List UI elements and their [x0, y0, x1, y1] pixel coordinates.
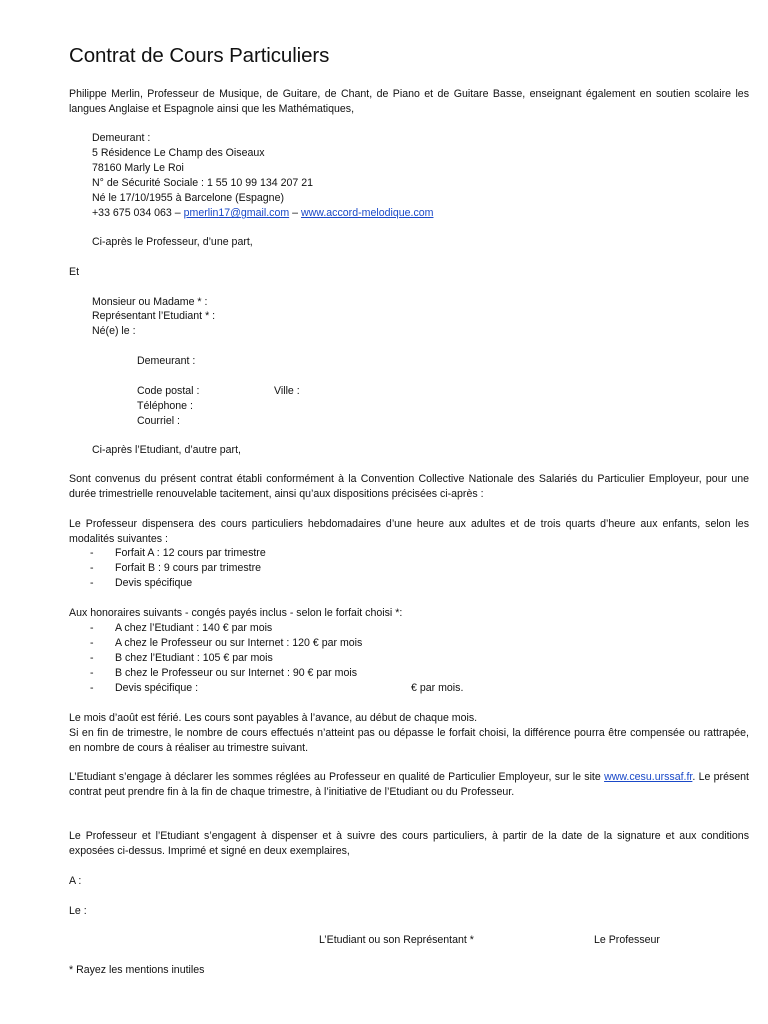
bullet-dash: - — [90, 667, 94, 679]
bullet-dash: - — [90, 562, 94, 574]
package-text: Forfait A : 12 cours par trimestre — [115, 547, 266, 559]
contact-separator: – — [292, 207, 299, 219]
bullet-dash: - — [90, 652, 94, 664]
bullet-dash: - — [90, 682, 94, 694]
student-address-label: Demeurant : — [137, 355, 196, 367]
fee-specific-suffix: € par mois. — [411, 682, 464, 694]
professor-address-line1: 5 Résidence Le Champ des Oiseaux — [92, 147, 265, 159]
signature-student-label: L’Etudiant ou son Représentant * — [319, 934, 474, 946]
professor-birth: Né le 17/10/1955 à Barcelone (Espagne) — [92, 192, 284, 204]
professor-contact-line — [92, 206, 433, 221]
signature-professor-label: Le Professeur — [594, 934, 660, 946]
bullet-dash: - — [90, 547, 94, 559]
commitment-paragraph: Le Professeur et l’Etudiant s’engagent à dispenser et à suivre des cours particuliers, à partir de la date de la signature et aux conditions exposées ci-dessus. Imprimé et signé en deux exemplaires, — [69, 830, 749, 857]
fees-intro: Aux honoraires suivants - congés payés inclus - selon le forfait choisi *: — [69, 607, 403, 619]
declare-text-part2: . Le présent contrat peut prendre fin à la fin de chaque trimestre, à l’initiative de l’Etudiant ou du Professeur. — [69, 771, 749, 798]
professor-social-security: N° de Sécurité Sociale : 1 55 10 99 134 207 21 — [92, 177, 313, 189]
professor-email-link[interactable]: pmerlin17@gmail.com — [183, 207, 290, 219]
professor-phone: +33 675 034 063 – — [92, 207, 181, 219]
fee-text: A chez l’Etudiant : 140 € par mois — [115, 622, 273, 634]
bullet-dash: - — [90, 577, 94, 589]
fee-text: B chez l’Etudiant : 105 € par mois — [115, 652, 273, 664]
student-party-label: Ci-après l’Etudiant, d’autre part, — [92, 444, 241, 456]
declare-text-part1: L’Etudiant s’engage à déclarer les sommes réglées au Professeur en qualité de Particulier Employeur, sur le site — [69, 771, 601, 783]
lessons-intro-paragraph: Le Professeur dispensera des cours particuliers hebdomadaires d’une heure aux adultes et de trois quarts d’heure aux enfants, selon les modalités suivantes : — [69, 518, 749, 545]
student-city-label: Ville : — [274, 385, 300, 397]
professor-address-label: Demeurant : — [92, 132, 151, 144]
student-postal-code-label: Code postal : — [137, 385, 200, 397]
student-birth-label: Né(e) le : — [92, 325, 136, 337]
student-name-label: Monsieur ou Madame * : — [92, 296, 208, 308]
student-phone-label: Téléphone : — [137, 400, 193, 412]
cesu-link[interactable]: www.cesu.urssaf.fr — [604, 771, 693, 783]
convention-paragraph: Sont convenus du présent contrat établi conformément à la Convention Collective Nationale des Salariés du Particulier Employeur, pour une durée trimestrielle renouvelable tacitement, ainsi qu’aux dispositions précisées ci-après : — [69, 473, 749, 500]
fee-text: B chez le Professeur ou sur Internet : 90 € par mois — [115, 667, 358, 679]
page-title: Contrat de Cours Particuliers — [69, 44, 330, 67]
date-label: Le : — [69, 905, 87, 917]
fee-text: Devis spécifique : — [115, 682, 199, 694]
professor-website-link[interactable]: www.accord-melodique.com — [300, 207, 434, 219]
and-label: Et — [69, 266, 80, 278]
bullet-dash: - — [90, 622, 94, 634]
august-line: Le mois d’août est férié. Les cours sont payables à l’avance, au début de chaque mois. — [69, 712, 478, 724]
intro-paragraph: Philippe Merlin, Professeur de Musique, de Guitare, de Chant, de Piano et de Guitare Basse, enseignant également en soutien scolaire les langues Anglaise et Espagnole ainsi que les Mathématiques, — [69, 88, 749, 115]
package-text: Forfait B : 9 cours par trimestre — [115, 562, 262, 574]
student-representative-label: Représentant l’Etudiant * : — [92, 310, 216, 322]
professor-party-label: Ci-après le Professeur, d’une part, — [92, 236, 253, 248]
package-text: Devis spécifique — [115, 577, 193, 589]
bullet-dash: - — [90, 637, 94, 649]
declare-paragraph — [69, 770, 749, 800]
professor-address-line2: 78160 Marly Le Roi — [92, 162, 184, 174]
quarter-paragraph: Si en fin de trimestre, le nombre de cours effectués n’atteint pas ou dépasse le forfait choisi, la différence pourra être compensée ou rattrapée, en nombre de cours à réaliser au trimestre suivant. — [69, 727, 749, 754]
place-label: A : — [69, 875, 82, 887]
footnote: * Rayez les mentions inutiles — [69, 964, 205, 976]
student-email-label: Courriel : — [137, 415, 180, 427]
fee-text: A chez le Professeur ou sur Internet : 120 € par mois — [115, 637, 363, 649]
